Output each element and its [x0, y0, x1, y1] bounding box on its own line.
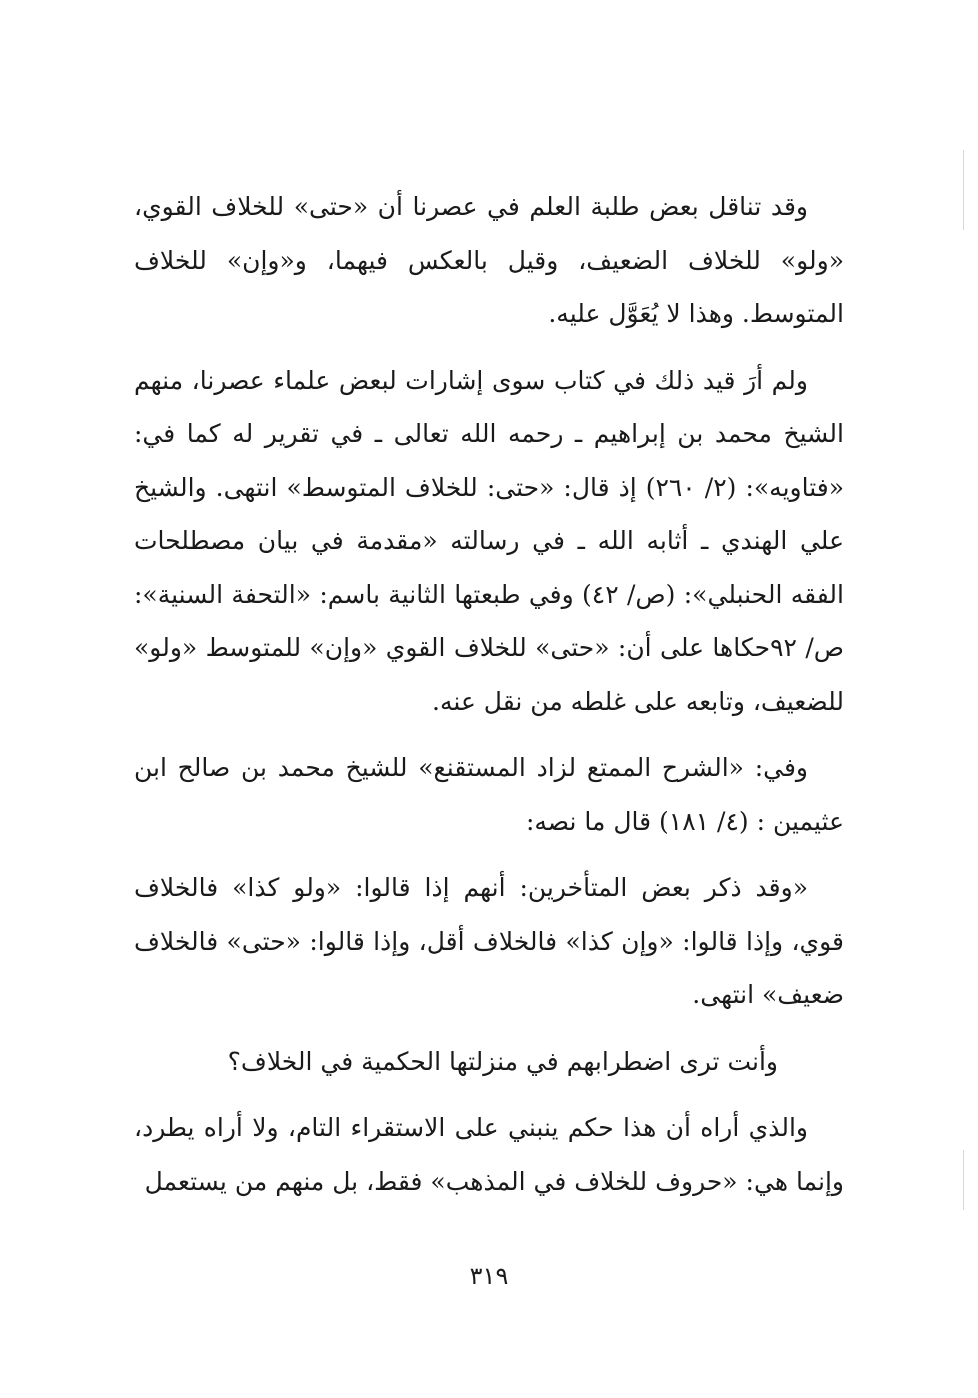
page-number: ٣١٩: [469, 1262, 509, 1290]
body-text: [134, 180, 844, 1221]
paragraph-3: وفي: «الشرح الممتع لزاد المستقنع» للشيخ محمد بن صالح ابن عثيمين : (٤/ ١٨١) قال ما نصه:: [134, 753, 844, 836]
paragraph-1: وقد تناقل بعض طلبة العلم في عصرنا أن «حتى» للخلاف القوي، «ولو» للخلاف الضعيف، وقيل بالعكس فيهما، و«وإن» للخلاف المتوسط. وهذا لا يُعَوَّل عليه.: [134, 192, 844, 328]
paragraph-5-question: وأنت ترى اضطرابهم في منزلتها الحكمية في الخلاف؟: [227, 1046, 778, 1076]
scan-edge-line: [963, 1150, 964, 1210]
scan-edge-line: [963, 150, 964, 230]
paragraph-4-quote: «وقد ذكر بعض المتأخرين: أنهم إذا قالوا: «ولو كذا» فالخلاف قوي، وإذا قالوا: «وإن كذا» فالخلاف أقل، وإذا قالوا: «حتى» فالخلاف ضعيف» انتهى.: [134, 873, 844, 1009]
paragraph-6: والذي أراه أن هذا حكم ينبني على الاستقراء التام، ولا أراه يطرد، وإنما هي: «حروف للخلاف في المذهب» فقط، بل منهم من يستعمل: [134, 1113, 844, 1196]
paragraph-2: ولم أرَ قيد ذلك في كتاب سوى إشارات لبعض علماء عصرنا، منهم الشيخ محمد بن إبراهيم ـ رحمه الله تعالى ـ في تقرير له كما في: «فتاويه»: (٢/ ٢٦٠) إذ قال: «حتى: للخلاف المتوسط» انتهى. والشيخ علي الهندي ـ أثابه الله ـ في رسالته «مقدمة في بيان مصطلحات الفقه الحنبلي»: (ص/ ٤٢) وفي طبعتها الثانية باسم: «التحفة السنية»: ص/ ٩٢حكاها على أن: «حتى» للخلاف القوي «وإن» للمتوسط «ولو» للضعيف، وتابعه على غلطه من نقل عنه.: [134, 365, 845, 716]
